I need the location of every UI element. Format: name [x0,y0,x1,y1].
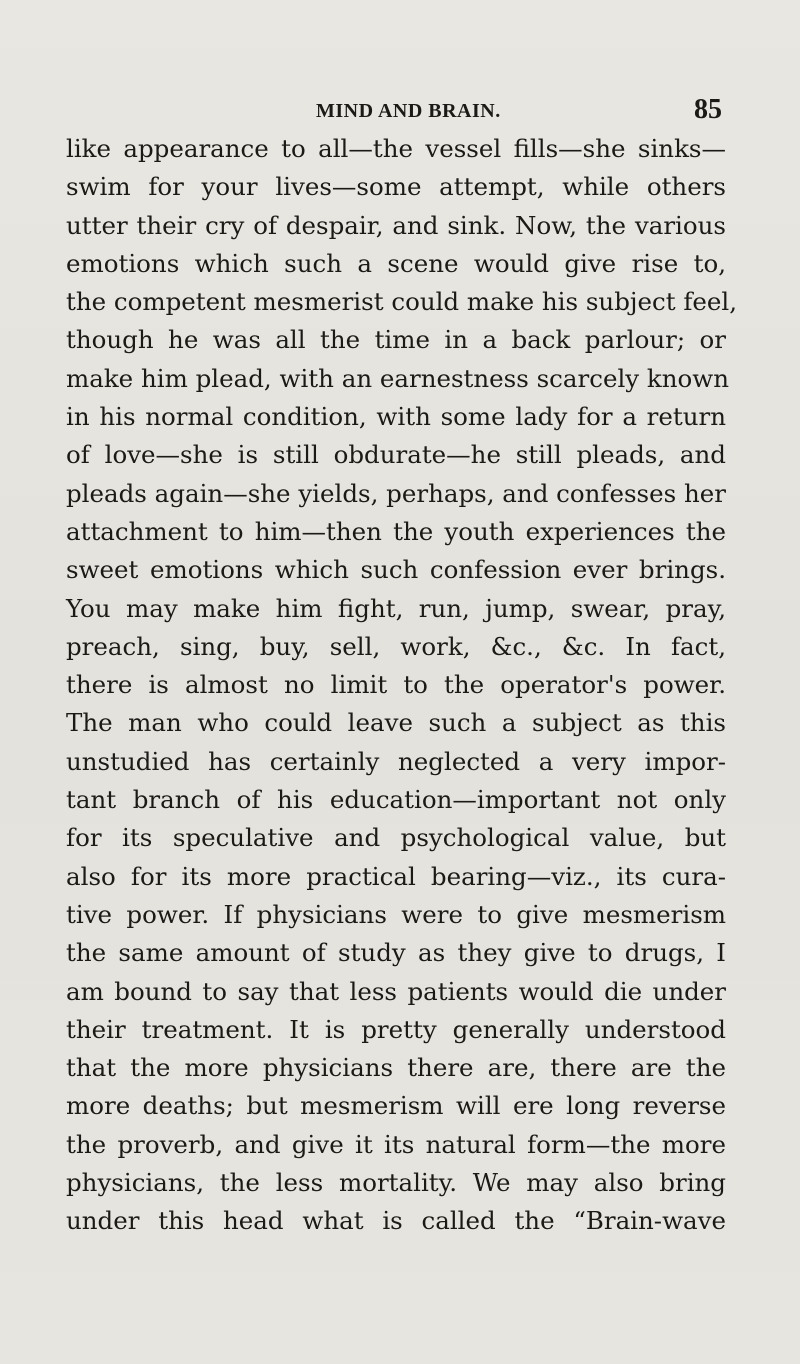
text-line: in his normal condition, with some lady for a return [66,402,726,432]
text-line: unstudied has certainly neglected a very impor- [66,746,726,776]
text-line: like appearance to all—the vessel fills—she sinks— [66,134,726,163]
text-line: also for its more practical bearing—viz., its cura- [66,861,726,891]
body-text [66,130,738,1241]
text-line: You may make him fight, run, jump, swear, pray, [66,593,726,623]
running-head: MIND AND BRAIN. [316,100,501,122]
text-line: attachment to him—then the youth experiences the [66,516,726,546]
text-line: emotions which such a scene would give rise to, [66,248,726,278]
text-line: The man who could leave such a subject as this [66,708,726,738]
text-line: though he was all the time in a back parlour; or [66,325,726,355]
page-header [0,88,800,128]
text-line: the same amount of study as they give to drugs, I [66,938,726,968]
text-line: preach, sing, buy, sell, work, &c., &c. In fact, [66,631,726,661]
text-line: more deaths; but mesmerism will ere long reverse [66,1091,726,1121]
text-line: the proverb, and give it its natural form—the more [66,1129,726,1159]
text-line: am bound to say that less patients would die under [66,976,726,1006]
page-number: 85 [694,94,722,125]
text-line: there is almost no limit to the operator's power. [66,670,726,700]
text-line: utter their cry of despair, and sink. Now, the various [66,210,726,240]
text-line: make him plead, with an earnestness scarcely known [66,363,730,393]
text-line: tive power. If physicians were to give mesmerism [66,899,726,929]
text-line: under this head what is called the “Brain-wave [66,1206,726,1236]
text-line: sweet emotions which such confession ever brings. [66,555,726,585]
text-line: tant branch of his education—important not only [66,785,726,815]
text-line: their treatment. It is pretty generally understood [66,1014,726,1044]
text-line: for its speculative and psychological value, but [66,823,726,853]
text-line: pleads again—she yields, perhaps, and confesses her [66,478,726,508]
text-line: that the more physicians there are, there are the [66,1053,726,1083]
text-line: physicians, the less mortality. We may also bring [66,1168,726,1198]
text-line: swim for your lives—some attempt, while others [66,172,726,202]
text-line: of love—she is still obdurate—he still pleads, and [66,440,726,470]
text-line: the competent mesmerist could make his subject feel, [66,287,738,317]
